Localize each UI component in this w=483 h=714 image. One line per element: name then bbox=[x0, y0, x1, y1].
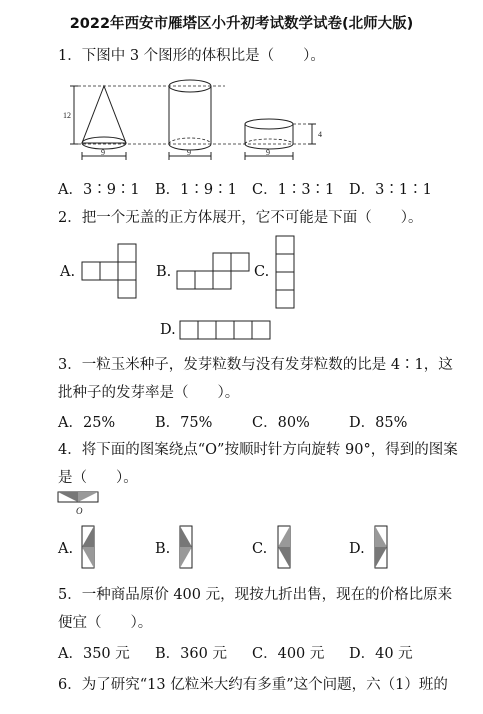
q1-figure bbox=[60, 76, 350, 168]
q2-net-c bbox=[260, 236, 300, 316]
rotation-point-o-label: O bbox=[76, 506, 83, 516]
q4-pattern-b bbox=[180, 526, 194, 570]
height-4-dimension bbox=[308, 124, 322, 144]
q4-pattern-c bbox=[278, 526, 292, 570]
q3-stem-line1: 3．一粒玉米种子，发芽粒数与没有发芽粒数的比是 4∶1，这 bbox=[58, 357, 453, 373]
q4-option-a[interactable]: A. bbox=[58, 541, 74, 557]
q4-stem-line1: 4．将下面的图案绕点“O”按顺时针方向旋转 90°，得到的图案 bbox=[58, 442, 458, 458]
q5-option-a[interactable]: A．350 元 bbox=[58, 646, 130, 662]
q3-option-a[interactable]: A．25% bbox=[58, 415, 116, 431]
q2-option-d[interactable]: D. bbox=[160, 322, 176, 338]
diameter-label-1: 9 bbox=[101, 148, 105, 157]
q2-option-a[interactable]: A. bbox=[60, 264, 76, 280]
page-title: 2022年西安市雁塔区小升初考试数学试卷(北师大版) bbox=[69, 16, 414, 32]
q4-option-c[interactable]: C. bbox=[252, 541, 268, 557]
q4-pattern-a bbox=[82, 526, 96, 570]
q5-stem-line1: 5．一种商品原价 400 元，现按九折出售，现在的价格比原来 bbox=[58, 587, 453, 603]
q5-option-d[interactable]: D．40 元 bbox=[349, 646, 413, 662]
q5-option-b[interactable]: B．360 元 bbox=[155, 646, 227, 662]
q3-option-c[interactable]: C．80% bbox=[252, 415, 310, 431]
tall-cylinder-shape bbox=[169, 80, 211, 150]
q4-pattern-d bbox=[375, 526, 389, 570]
q2-stem: 2．把一个无盖的正方体展开，它不可能是下面（ ）。 bbox=[58, 210, 423, 226]
q5-option-c[interactable]: C．400 元 bbox=[252, 646, 325, 662]
q5-stem-line2: 便宜（ ）。 bbox=[58, 615, 153, 631]
q2-option-b[interactable]: B. bbox=[156, 264, 172, 280]
diameter-label-3: 9 bbox=[266, 148, 270, 157]
q2-net-b bbox=[176, 254, 256, 294]
height-4-label: 4 bbox=[318, 130, 322, 139]
q1-stem: 1．下图中 3 个图形的体积比是（ ）。 bbox=[58, 48, 325, 64]
q2-option-c[interactable]: C. bbox=[254, 264, 270, 280]
q4-stem-line2: 是（ ）。 bbox=[58, 470, 138, 486]
q6-stem-line1: 6．为了研究“13 亿粒米大约有多重”这个问题，六（1）班的 bbox=[58, 677, 448, 693]
diameter-dimensions bbox=[82, 148, 293, 160]
height-12-label: 12 bbox=[63, 111, 71, 120]
q3-option-b[interactable]: B．75% bbox=[155, 415, 213, 431]
q1-option-c[interactable]: C．1∶3∶1 bbox=[252, 182, 335, 198]
short-cylinder-shape bbox=[245, 119, 293, 149]
q2-net-d bbox=[180, 320, 272, 342]
q1-option-b[interactable]: B．1∶9∶1 bbox=[155, 182, 237, 198]
q4-option-d[interactable]: D. bbox=[349, 541, 365, 557]
q1-option-a[interactable]: A．3∶9∶1 bbox=[58, 182, 140, 198]
diameter-label-2: 9 bbox=[187, 148, 191, 157]
height-12-dimension bbox=[63, 86, 78, 144]
cone-shape bbox=[82, 86, 126, 149]
q4-original-pattern bbox=[58, 492, 102, 516]
q2-net-a bbox=[82, 244, 142, 304]
q1-option-d[interactable]: D．3∶1∶1 bbox=[349, 182, 432, 198]
q4-option-b[interactable]: B. bbox=[155, 541, 171, 557]
q3-stem-line2: 批种子的发芽率是（ ）。 bbox=[58, 385, 240, 401]
q3-option-d[interactable]: D．85% bbox=[349, 415, 408, 431]
